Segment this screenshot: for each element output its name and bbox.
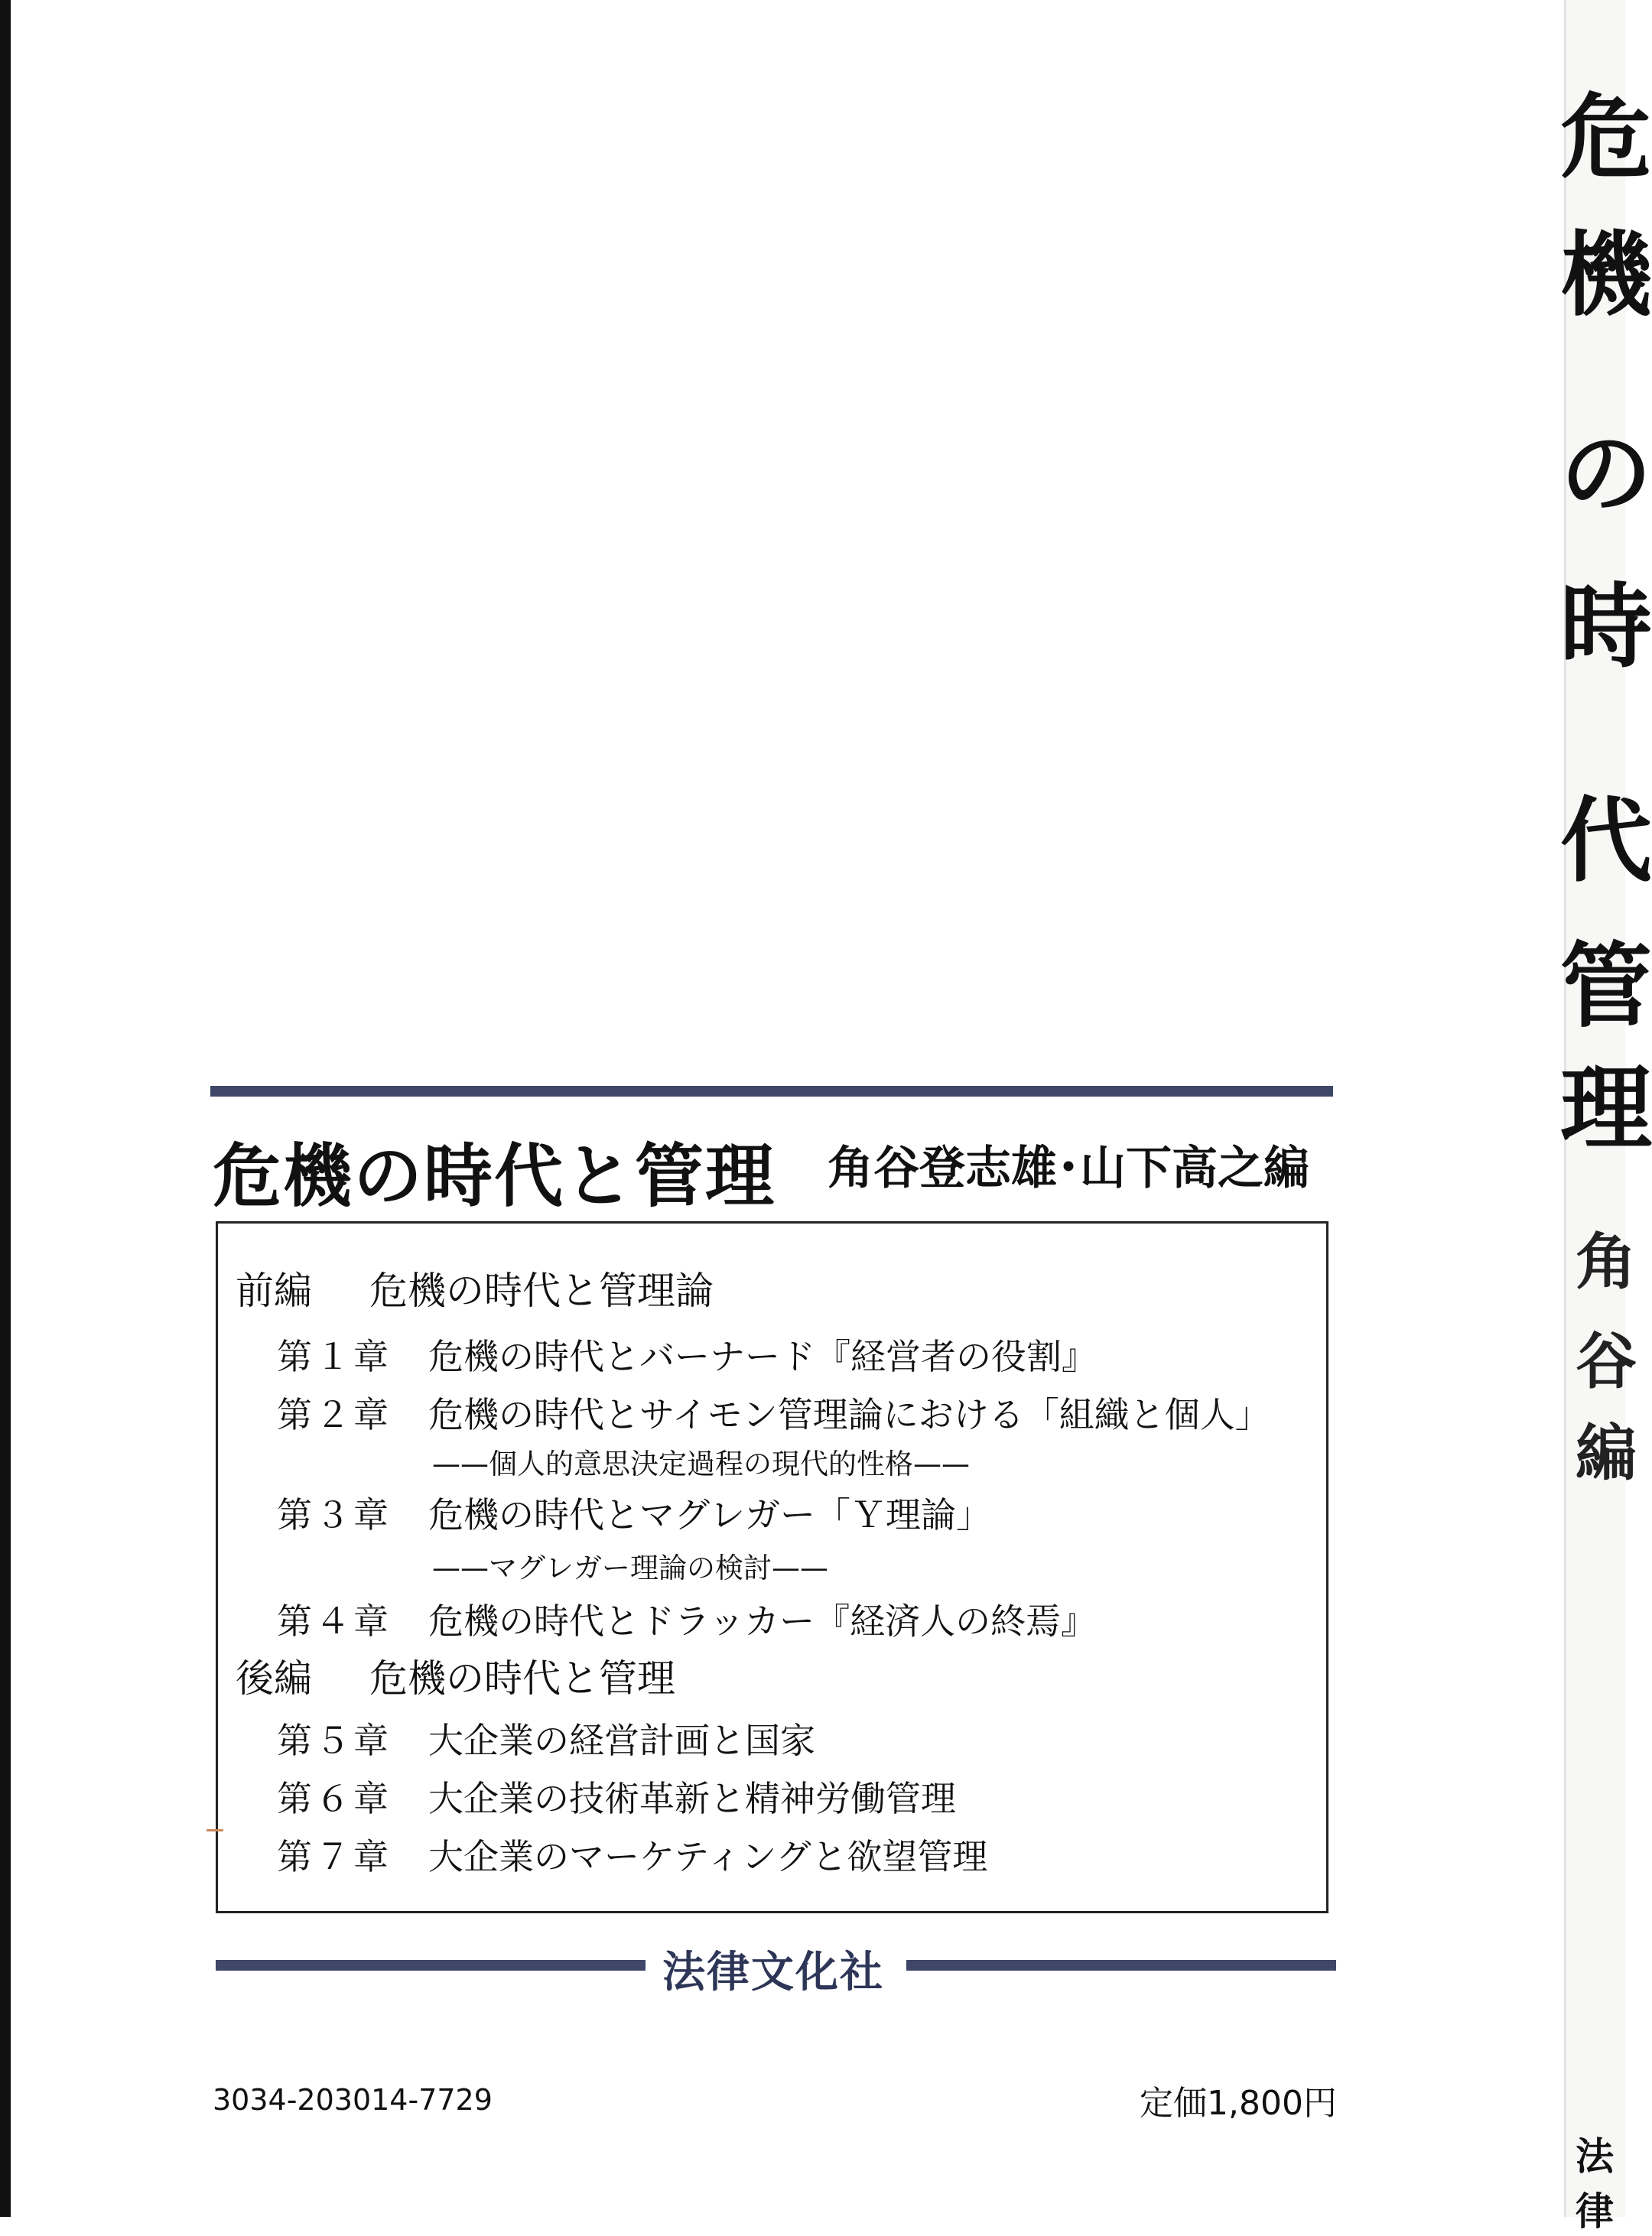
- chapter-label: 第５章: [277, 1720, 392, 1761]
- spine-title-char: 理: [1560, 1055, 1652, 1162]
- chapter-title: 危機の時代とドラッカー『経済人の終焉』: [428, 1601, 1097, 1642]
- scan-edge: [0, 0, 11, 2217]
- spine-title-char: 機: [1560, 221, 1652, 329]
- chapter-label: 第３章: [277, 1494, 392, 1536]
- book-code: 3034-203014-7729: [213, 2083, 493, 2117]
- toc-chapter: [277, 1329, 1097, 1380]
- bottom-rule-right: [906, 1960, 1336, 1971]
- toc-chapter: [277, 1713, 815, 1763]
- chapter-label: 第６章: [277, 1778, 392, 1819]
- spine-editor-char: 編: [1576, 1417, 1637, 1489]
- toc-chapter: [277, 1829, 987, 1880]
- toc-part: [236, 1648, 675, 1703]
- spine-title-char: 時: [1560, 573, 1652, 681]
- chapter-title: 危機の時代とマグレガー「Ｙ理論」: [428, 1494, 991, 1536]
- chapter-subtitle: ——個人的意思決定過程の現代的性格——: [432, 1448, 970, 1480]
- publisher-name: 法律文化社: [662, 1947, 884, 1997]
- chapter-label: 第２章: [277, 1394, 392, 1435]
- chapter-label: 第７章: [277, 1836, 392, 1877]
- book-price: 定価1,800円: [1140, 2084, 1337, 2123]
- spine-title-char: の: [1560, 420, 1652, 528]
- spine-title-char: 管: [1560, 932, 1652, 1040]
- chapter-title: 大企業の技術革新と精神労働管理: [428, 1778, 956, 1819]
- part-title: 危機の時代と管理論: [369, 1269, 714, 1313]
- spine-title-char: 代: [1560, 787, 1652, 895]
- scan-mark: [206, 1829, 223, 1831]
- toc-chapter: [277, 1594, 1096, 1644]
- toc-chapter: [277, 1771, 956, 1822]
- spine-publisher: 法律: [1576, 2134, 1614, 2234]
- spine-editor-char: 谷: [1576, 1325, 1637, 1397]
- toc-chapter: [277, 1387, 1270, 1438]
- toc-chapter: [277, 1487, 991, 1538]
- chapter-label: 第１章: [277, 1336, 392, 1377]
- chapter-subtitle: ——マグレガー理論の検討——: [432, 1552, 828, 1584]
- chapter-label: 第４章: [277, 1601, 392, 1642]
- chapter-title: 危機の時代とバーナード『経営者の役割』: [428, 1336, 1097, 1377]
- top-rule: [210, 1086, 1333, 1097]
- toc-part: [236, 1260, 714, 1315]
- spine-editor-char: 角: [1576, 1226, 1637, 1298]
- part-label: 前編: [236, 1269, 312, 1313]
- chapter-title: 大企業のマーケティングと欲望管理: [428, 1836, 988, 1877]
- chapter-title: 危機の時代とサイモン管理論における「組織と個人」: [428, 1394, 1270, 1435]
- editors: 角谷登志雄･山下高之編: [828, 1142, 1309, 1195]
- spine-title-char: 危: [1560, 83, 1652, 191]
- part-label: 後編: [236, 1656, 312, 1701]
- part-title: 危機の時代と管理: [369, 1656, 675, 1701]
- book-title: 危機の時代と管理: [213, 1136, 776, 1217]
- bottom-rule-left: [216, 1960, 646, 1971]
- chapter-title: 大企業の経営計画と国家: [428, 1720, 815, 1761]
